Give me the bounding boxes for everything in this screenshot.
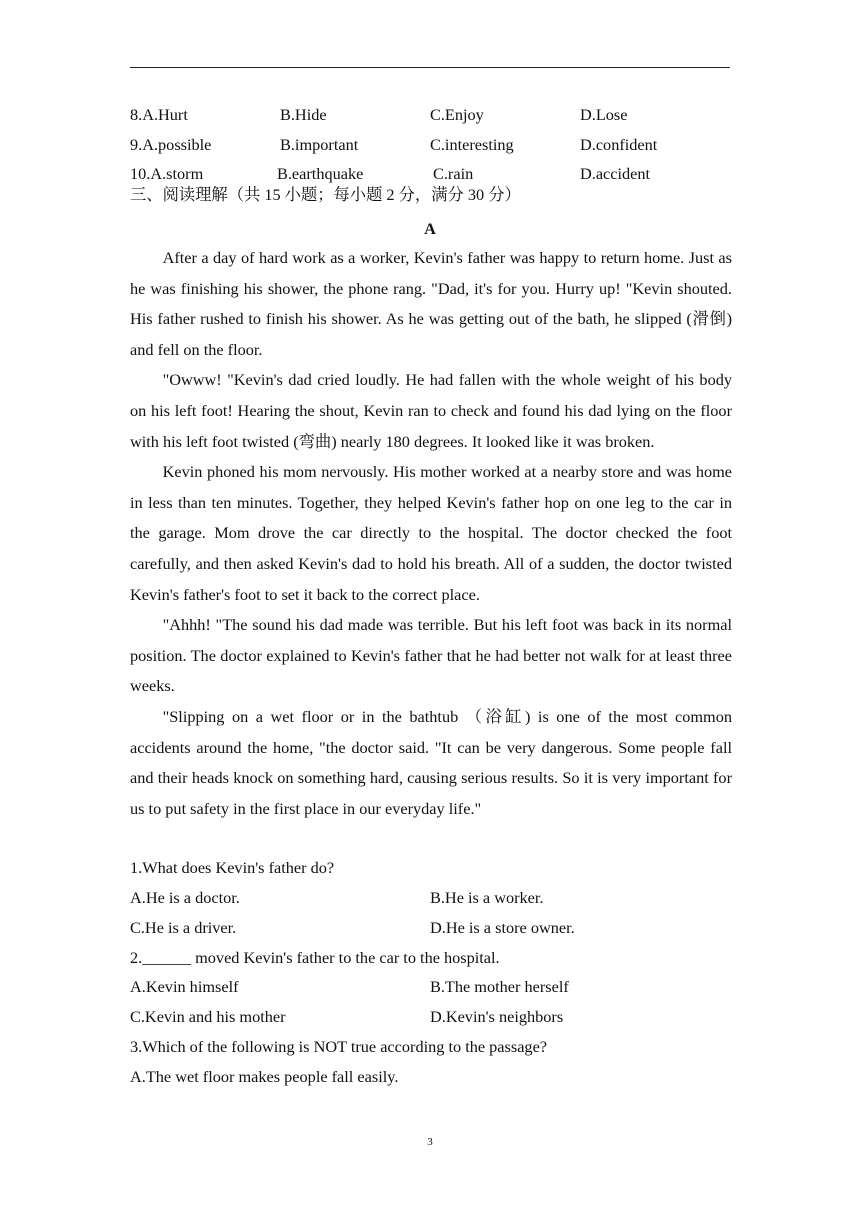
- choice-b: B.He is a worker.: [430, 888, 544, 907]
- option-c: C.interesting: [430, 135, 514, 154]
- options-row-10: [130, 163, 730, 185]
- option-a: 9.A.possible: [130, 135, 212, 154]
- choice-c: C.He is a driver.: [130, 918, 237, 937]
- option-d: D.Lose: [580, 105, 628, 124]
- option-b: B.important: [280, 135, 359, 154]
- paragraph: "Owww! "Kevin's dad cried loudly. He had fallen with the whole weight of his body on his left foot! Hearing the shout, Kevin ran to check and found his dad lying on the floor with his left foot twisted (弯曲) nearly 180 degrees. It looked like it was broken.: [130, 370, 732, 451]
- paragraph: "Ahhh! "The sound his dad made was terrible. But his left foot was back in its normal position. The doctor explained to Kevin's father that he had better not walk for at least three weeks.: [130, 615, 732, 696]
- option-d: D.confident: [580, 135, 658, 154]
- question-stem: 1.What does Kevin's father do?: [130, 858, 335, 877]
- options-row-8: [130, 104, 730, 126]
- choice-c: C.Kevin and his mother: [130, 1007, 286, 1026]
- option-b: B.earthquake: [277, 164, 364, 183]
- question-stem: 2.______ moved Kevin's father to the car to the hospital.: [130, 948, 500, 967]
- question-stem: 3.Which of the following is NOT true according to the passage?: [130, 1037, 548, 1056]
- choice-a: A.He is a doctor.: [130, 888, 240, 907]
- paragraph: After a day of hard work as a worker, Kevin's father was happy to return home. Just as he was finishing his shower, the phone rang. "Dad, it's for you. Hurry up! "Kevin shouted. His father rushed to finish his shower. As he was getting out of the bath, he slipped (滑倒) and fell on the floor.: [130, 248, 732, 359]
- section-title: 三、阅读理解（共 15 小题；每小题 2 分，满分 30 分）: [130, 185, 521, 204]
- option-c: C.rain: [433, 164, 474, 183]
- choice-b: B.The mother herself: [430, 977, 569, 996]
- page-number: 3: [427, 1136, 433, 1148]
- choice-d: D.Kevin's neighbors: [430, 1007, 564, 1026]
- options-row-9: [130, 134, 730, 156]
- option-c: C.Enjoy: [430, 105, 484, 124]
- choice-a: A.Kevin himself: [130, 977, 239, 996]
- header-rule: [130, 67, 730, 68]
- option-a: 8.A.Hurt: [130, 105, 188, 124]
- choice-d: D.He is a store owner.: [430, 918, 575, 937]
- option-b: B.Hide: [280, 105, 327, 124]
- option-d: D.accident: [580, 164, 651, 183]
- passage-body: [130, 243, 732, 824]
- paragraph: "Slipping on a wet floor or in the bathtub （浴缸) is one of the most common accidents around the home, "the doctor said. "It can be very dangerous. Some people fall and their heads knock on something hard, causing serious results. So it is very important for us to put safety in the first place in our everyday life.": [130, 706, 732, 818]
- choice-a: A.The wet floor makes people fall easily.: [130, 1067, 399, 1086]
- option-a: 10.A.storm: [130, 164, 204, 183]
- passage-title: A: [424, 219, 436, 238]
- paragraph: Kevin phoned his mom nervously. His mother worked at a nearby store and was home in less than ten minutes. Together, they helped Kevin's father hop on one leg to the car in the garage. Mom drove the car directly to the hospital. The doctor checked the foot carefully, and then asked Kevin's dad to hold his breath. All of a sudden, the doctor twisted Kevin's father's foot to set it back to the correct place.: [130, 462, 732, 604]
